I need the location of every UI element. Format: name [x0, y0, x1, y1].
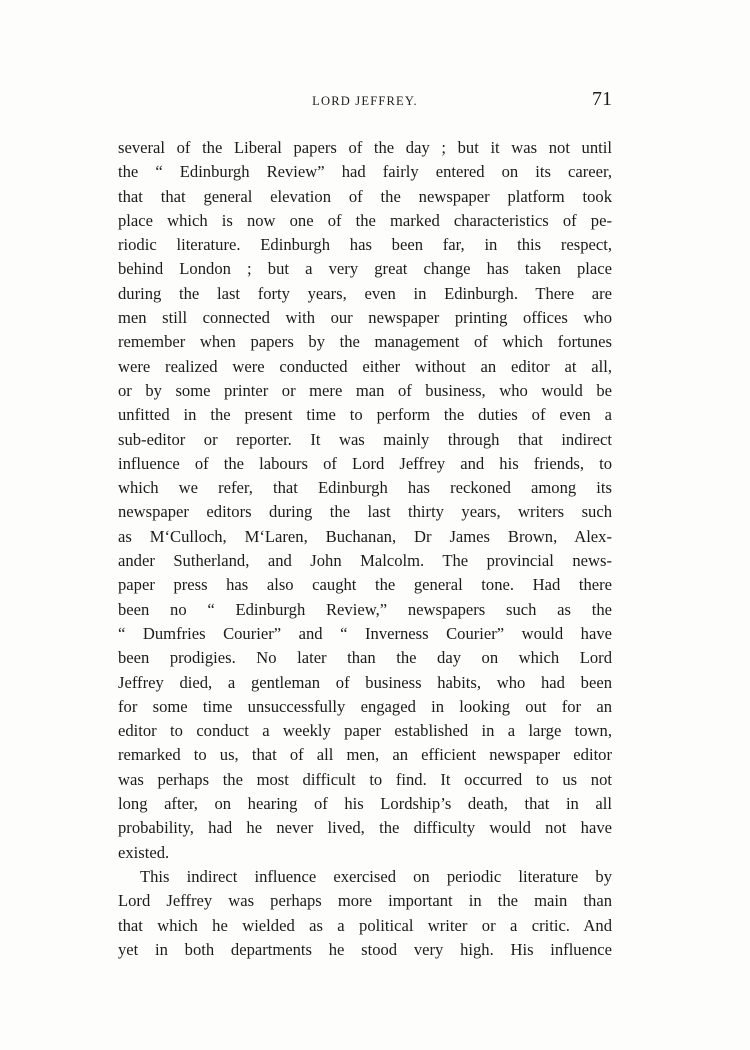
text-line: probability, had he never lived, the difficulty would not have [118, 818, 612, 838]
running-title: LORD JEFFREY. [312, 94, 418, 108]
text-line: that which he wielded as a political writer or a critic. And [118, 915, 612, 935]
text-line: ander Sutherland, and John Malcolm. The provincial news- [118, 551, 612, 571]
text-line: several of the Liberal papers of the day ; but it was not until [118, 138, 612, 157]
text-line: remember when papers by the management of which fortunes [118, 332, 612, 352]
text-line: Lord Jeffrey was perhaps more important in the main than [118, 891, 612, 911]
text-line: which we refer, that Edinburgh has reckoned among its [118, 478, 612, 498]
text-line: for some time unsuccessfully engaged in looking out for an [118, 696, 612, 716]
text-line: that that general elevation of the newspaper platform took [118, 186, 612, 206]
text-line: paper press has also caught the general tone. Had there [118, 575, 612, 595]
text-line: were realized were conducted either without an editor at all, [118, 356, 612, 376]
text-line: Jeffrey died, a gentleman of business habits, who had been [118, 672, 612, 692]
text-line: men still connected with our newspaper printing offices who [118, 308, 612, 328]
text-line: remarked to us, that of all men, an efficient newspaper editor [118, 745, 612, 765]
text-line: “ Dumfries Courier” and “ Inverness Courier” would have [118, 623, 612, 643]
text-line: sub-editor or reporter. It was mainly through that indirect [118, 429, 612, 449]
text-line: was perhaps the most difficult to find. It occurred to us not [118, 769, 612, 789]
text-line: This indirect influence exercised on periodic literature by [140, 866, 612, 886]
text-line: newspaper editors during the last thirty years, writers such [118, 502, 612, 522]
text-line: the “ Edinburgh Review” had fairly entered on its career, [118, 162, 612, 182]
body-text [118, 136, 612, 962]
text-line: behind London ; but a very great change has taken place [118, 259, 612, 279]
text-line: been prodigies. No later than the day on which Lord [118, 648, 612, 668]
text-line: during the last forty years, even in Edinburgh. There are [118, 283, 612, 303]
text-line: place which is now one of the marked characteristics of pe- [118, 210, 612, 230]
text-line: editor to conduct a weekly paper established in a large town, [118, 721, 612, 741]
text-line: yet in both departments he stood very high. His influence [118, 939, 612, 959]
text-line: been no “ Edinburgh Review,” newspapers such as the [118, 599, 612, 619]
text-line: long after, on hearing of his Lordship’s death, that in all [118, 794, 612, 814]
text-line: or by some printer or mere man of business, who would be [118, 380, 612, 400]
text-line: unfitted in the present time to perform the duties of even a [118, 405, 612, 425]
text-line: influence of the labours of Lord Jeffrey and his friends, to [118, 453, 612, 473]
running-head [118, 90, 612, 116]
text-line: riodic literature. Edinburgh has been far, in this respect, [118, 235, 612, 255]
text-line: as M‘Culloch, M‘Laren, Buchanan, Dr James Brown, Alex- [118, 526, 612, 546]
text-line: existed. [118, 842, 170, 862]
page-number: 71 [592, 88, 612, 110]
